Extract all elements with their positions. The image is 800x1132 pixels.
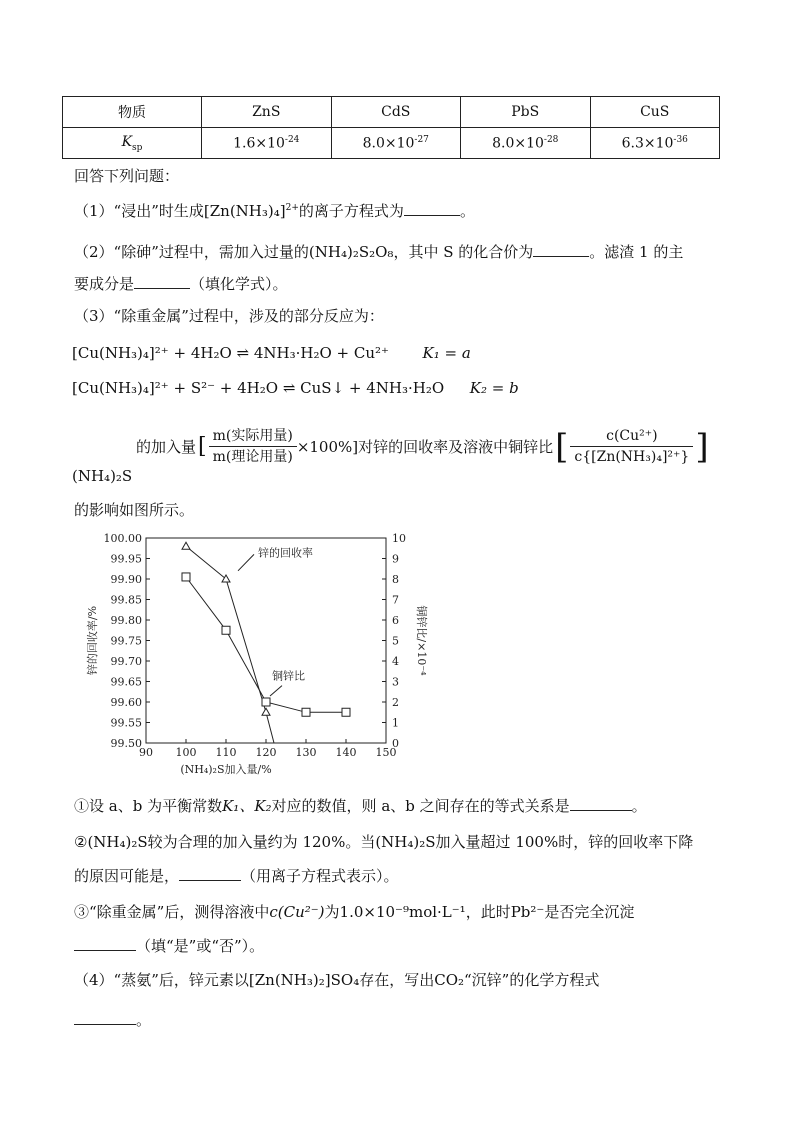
zn-complex-charge: 2+ xyxy=(285,203,299,213)
value-base: 1.6×10 xyxy=(233,135,285,152)
q4-c: “沉锌”的化学方程式 xyxy=(464,971,600,989)
ratio-numerator: c(Cu²⁺) xyxy=(570,426,693,447)
y-right-tick-label: 1 xyxy=(392,716,399,730)
answer-blank[interactable] xyxy=(570,796,632,811)
answer-blank[interactable] xyxy=(134,274,190,289)
question-1 xyxy=(74,198,475,221)
concentration-value: 1.0×10⁻⁹mol·L⁻¹ xyxy=(339,903,466,921)
recovery-chart xyxy=(76,528,428,778)
y-left-tick-label: 99.65 xyxy=(110,675,142,689)
q3b-line2-text: 的原因可能是， xyxy=(74,867,180,885)
reagent-formula: (NH₄)₂S xyxy=(375,833,436,851)
y-left-tick-label: 99.85 xyxy=(110,593,142,607)
answer-blank[interactable] xyxy=(179,866,241,881)
table-cell xyxy=(331,128,461,159)
value-exp: -28 xyxy=(543,134,559,145)
question-3b-line1 xyxy=(74,832,693,852)
question-2-line1 xyxy=(74,242,683,262)
y-right-tick-label: 6 xyxy=(392,614,399,627)
q1-end: 。 xyxy=(459,202,475,220)
y-left-tick-label: 99.80 xyxy=(110,614,142,627)
value-base: 8.0×10 xyxy=(492,135,544,152)
q3a-text: ①设 a、b 为平衡常数 xyxy=(74,797,223,815)
amount-percent-text: ×100%]对锌的回收率及溶液中铜锌比 xyxy=(296,437,554,456)
answer-blank[interactable] xyxy=(404,201,460,216)
y-right-tick-label: 0 xyxy=(392,737,399,750)
x-tick-label: 150 xyxy=(375,746,397,759)
q3c-d: 是否完全沉淀 xyxy=(544,903,635,921)
q3c-c: ，此时 xyxy=(465,903,511,921)
y-left-tick-label: 99.50 xyxy=(110,737,142,750)
table-row-label xyxy=(63,128,202,159)
y-right-tick-label: 5 xyxy=(392,634,399,648)
value-exp: -36 xyxy=(673,134,688,145)
table-cell xyxy=(202,128,332,159)
k1-expression: K₁ = a xyxy=(422,344,471,362)
q2-after: 。滤渣 1 的主 xyxy=(589,243,684,261)
y-left-tick-label: 99.90 xyxy=(110,573,142,586)
q2-line2-after: （填化学式）。 xyxy=(190,275,288,293)
square-marker xyxy=(182,573,190,581)
x-tick-label: 130 xyxy=(295,746,317,759)
triangle-marker xyxy=(262,708,270,715)
ratio-fraction xyxy=(570,426,693,467)
table-header-row xyxy=(63,97,720,128)
q3b-num: ② xyxy=(74,833,88,851)
equation-1-text: [Cu(NH₃)₄]²⁺ + 4H₂O ⇌ 4NH₃·H₂O + Cu²⁺ xyxy=(72,344,389,362)
question-3b-line2 xyxy=(74,866,399,886)
table-header-cell: CdS xyxy=(331,97,461,128)
square-marker xyxy=(262,698,270,706)
y-left-tick-label: 99.95 xyxy=(110,552,142,566)
y-left-axis-label: 锌的回收率/% xyxy=(86,605,99,676)
q1-after: 的离子方程式为 xyxy=(298,202,404,220)
amount-definition: 的加入量 [ $\frac{\text{m(实际用量)}}{\text{m(理论用量)}}$ ×100%]对锌的回收率及溶液中铜锌比 [ $\frac{\text{c(Cu²⁺)}}{\text{c\{[Zn(NH₃)₄]²⁺\}}}$ ] xyxy=(136,426,709,467)
question-3-intro: （3）“除重金属”过程中，涉及的部分反应为： xyxy=(74,307,384,325)
table-header-cell: 物质 xyxy=(63,97,202,128)
co2-formula: CO₂ xyxy=(434,971,465,989)
q3a-end: 。 xyxy=(631,797,647,815)
square-marker xyxy=(222,626,230,634)
y-right-tick-label: 4 xyxy=(392,655,399,668)
persulfate-formula: (NH₄)₂S₂O₈ xyxy=(308,243,394,261)
equation-2 xyxy=(72,378,519,398)
amount-fraction xyxy=(209,426,297,467)
x-tick-label: 140 xyxy=(335,746,357,759)
x-tick-label: 90 xyxy=(139,746,153,759)
x-tick-label: 100 xyxy=(175,746,197,759)
question-4-line1 xyxy=(74,970,599,990)
table-cell xyxy=(590,128,720,159)
q2-mid: ，其中 S 的化合价为 xyxy=(393,243,534,261)
table-header-cell: PbS xyxy=(461,97,591,128)
fraction-numerator: m(实际用量) xyxy=(209,426,297,447)
zn-complex: $[Zn(NH_3)_4]^{2+}$ xyxy=(203,202,299,220)
y-left-tick-label: 99.60 xyxy=(110,696,142,709)
square-marker xyxy=(342,708,350,716)
reagent-formula: (NH₄)₂S xyxy=(87,833,148,851)
q4-text: （4）“蒸氨”后，锌元素以 xyxy=(74,971,249,989)
equation-1 xyxy=(72,343,471,363)
table-header-cell: CuS xyxy=(590,97,720,128)
amount-text: 的加入量 xyxy=(136,437,197,456)
y-right-tick-label: 3 xyxy=(392,675,399,689)
ksp-table xyxy=(62,96,720,159)
question-3a xyxy=(74,796,647,816)
ratio-denominator: c{[Zn(NH₃)₄]²⁺} xyxy=(574,449,690,465)
table-row xyxy=(63,128,720,159)
q2-line2-text: 要成分是 xyxy=(74,275,135,293)
q1-text: （1）“浸出”时生成 xyxy=(74,202,204,220)
y-right-tick-label: 9 xyxy=(392,552,399,566)
series-line xyxy=(186,546,274,743)
x-tick-label: 110 xyxy=(215,746,237,759)
annotation-cu-zn-ratio: 铜锌比 xyxy=(272,669,305,683)
table-cell xyxy=(461,128,591,159)
cu-concentration: c(Cu²⁻) xyxy=(269,903,325,921)
zn-sulfate-complex: [Zn(NH₃)₂]SO₄ xyxy=(248,971,360,989)
x-tick-label: 120 xyxy=(255,746,277,759)
y-left-tick-label: 100.00 xyxy=(103,532,142,545)
q4-b: 存在，写出 xyxy=(359,971,435,989)
triangle-marker xyxy=(182,542,190,549)
ksp-subscript: sp xyxy=(132,142,143,153)
zn-complex-formula: Zn(NH₃)₄ xyxy=(209,202,280,220)
y-left-tick-label: 99.75 xyxy=(110,634,142,648)
x-axis-label: (NH₄)₂S加入量/% xyxy=(180,763,272,776)
reagent-label: (NH₄)₂S xyxy=(72,467,133,485)
q4-end: 。 xyxy=(136,1011,152,1029)
q3b-line2-after: （用离子方程式表示）。 xyxy=(241,867,399,885)
value-base: 8.0×10 xyxy=(362,135,415,152)
value-exp: -24 xyxy=(284,134,300,145)
series-line xyxy=(186,577,346,712)
answer-blank[interactable] xyxy=(533,242,589,257)
table-header-cell: ZnS xyxy=(202,97,332,128)
q3c-line2: （填“是”或“否”）。 xyxy=(136,937,265,955)
q3c-b: 为 xyxy=(324,903,340,921)
q2-text: （2）“除砷”过程中，需加入过量的 xyxy=(74,243,309,261)
square-marker xyxy=(302,708,310,716)
value-exp: -27 xyxy=(414,134,429,145)
answer-blank[interactable] xyxy=(74,936,136,951)
value-base: 6.3×10 xyxy=(621,135,674,152)
annotation-zinc-recovery: 锌的回收率 xyxy=(258,546,313,560)
effect-text: 的影响如图所示。 xyxy=(74,501,195,519)
pb-ion: Pb²⁻ xyxy=(510,903,545,921)
question-3c-line2 xyxy=(74,936,264,956)
y-right-tick-label: 2 xyxy=(392,696,399,709)
answer-blank[interactable] xyxy=(74,1010,136,1025)
y-left-tick-label: 99.70 xyxy=(110,655,142,668)
q3a-text2: 对应的数值，则 a、b 之间存在的等式关系是 xyxy=(271,797,570,815)
annotation-leader xyxy=(270,686,282,696)
y-right-tick-label: 7 xyxy=(392,593,399,607)
y-right-tick-label: 10 xyxy=(392,532,406,545)
k-symbols: K₁、K₂ xyxy=(222,797,272,815)
k2-expression: K₂ = b xyxy=(469,379,519,397)
ksp-symbol: K xyxy=(121,133,133,150)
triangle-marker xyxy=(222,575,230,582)
question-4-line2 xyxy=(74,1010,151,1030)
fraction-denominator: m(理论用量) xyxy=(212,449,293,465)
y-left-tick-label: 99.55 xyxy=(110,716,142,730)
q3b-text2: 加入量超过 100%时，锌的回收率下降 xyxy=(435,833,694,851)
equation-2-text: [Cu(NH₃)₄]²⁺ + S²⁻ + 4H₂O ⇌ CuS↓ + 4NH₃·H₂O xyxy=(72,379,445,397)
question-intro: 回答下列问题： xyxy=(74,167,180,185)
y-right-axis-label: 铜锌比/×10⁻⁴ xyxy=(415,605,428,676)
question-2-line2 xyxy=(74,274,288,294)
q3c-text: ③“除重金属”后，测得溶液中 xyxy=(74,903,270,921)
y-right-tick-label: 8 xyxy=(392,573,399,586)
q3b-text: 较为合理的加入量约为 120%。当 xyxy=(147,833,376,851)
question-3c-line1 xyxy=(74,902,634,922)
annotation-leader xyxy=(238,554,254,570)
